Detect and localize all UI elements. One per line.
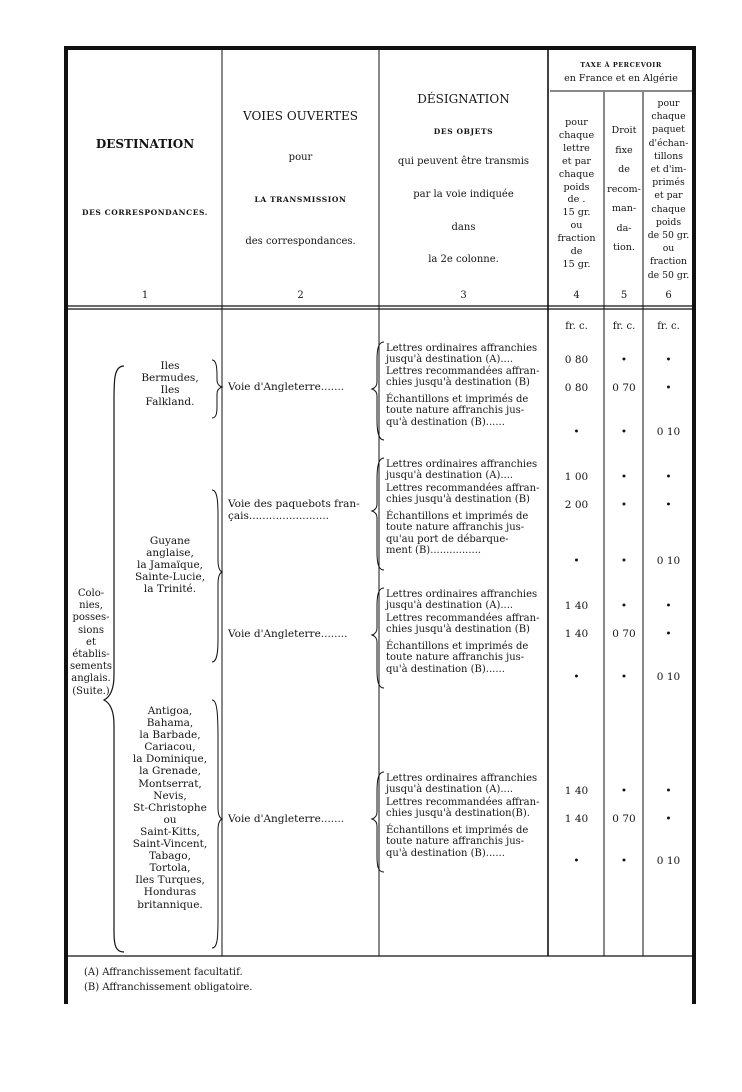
group2-destination: Guyane anglaise, la Jamaïque, Sainte-Lucie, la Trinité.: [134, 535, 206, 596]
unit-col6: fr. c.: [657, 321, 680, 332]
group2-b2-item3-c4: •: [573, 671, 580, 683]
group1-item3-c6: 0 10: [656, 426, 681, 438]
group2-b2-item1-c5: •: [620, 600, 628, 612]
region-label: Colo- nies, posses- sions et établis- sements anglais. (Suite.): [69, 588, 113, 697]
group3-item3-c4: •: [573, 855, 580, 867]
col6-header: pour chaque paquet d'échan- tillons et d'im- primés et par chaque poids de 50 gr. ou fraction de 50 gr.: [647, 98, 690, 281]
group2-b1-item2-c4: 2 00: [564, 499, 589, 511]
group3-item3-desc: Échantillons et imprimés de toute nature affranchis jus- qu'à destination (B)......: [386, 825, 529, 859]
col5-number: 5: [620, 290, 628, 301]
group1-item2-c6: •: [665, 382, 672, 394]
col2-title: VOIES OUVERTES: [242, 109, 358, 123]
col4-header: pour chaque lettre et par chaque poids de . 15 gr. ou fraction de 15 gr.: [557, 117, 596, 270]
group2-b2-item1-c4: 1 40: [564, 600, 589, 612]
group2-b2-item2-c4: 1 40: [564, 628, 589, 640]
group2-b2-item1-c6: •: [665, 600, 672, 612]
group3-destination: Antigoa, Bahama, la Barbade, Cariacou, la Dominique, la Grenade, Montserrat, Nevis, St-Christophe ou Saint-Kitts, Saint-Vincent, Tabago, Tortola, Iles Turques, Honduras britannique.: [132, 705, 208, 911]
group2-b1-item3-c4: •: [573, 555, 580, 567]
group2-b1-item3-c6: 0 10: [656, 555, 681, 567]
group3-item2-c6: •: [665, 813, 672, 825]
group3-item1-c6: •: [665, 785, 672, 797]
group2-b1-item2-c5: •: [620, 499, 628, 511]
col6-number: 6: [665, 290, 672, 301]
col2-subtitle: des correspondances.: [245, 236, 356, 247]
col5-header: Droit fixe de recom- man- da- tion.: [607, 125, 641, 253]
col1-number: 1: [141, 290, 149, 301]
group2-b2-item1-desc: Lettres ordinaires affranchies jusqu'à destination (A)....: [386, 589, 538, 612]
group2-b2-item2-desc: Lettres recommandées affran- chies jusqu'à destination (B): [386, 613, 540, 636]
group3-item3-c6: 0 10: [656, 855, 681, 867]
group1-item1-c4: 0 80: [564, 354, 589, 366]
col1-title: DESTINATION: [95, 137, 195, 151]
group1-item2-c5: 0 70: [612, 382, 636, 394]
col2-number: 2: [297, 290, 304, 301]
group3-item1-desc: Lettres ordinaires affranchies jusqu'à destination (A)....: [386, 773, 538, 796]
group1-item1-c6: •: [665, 354, 672, 366]
group2-b1-item3-desc: Échantillons et imprimés de toute nature affranchis jus- qu'au port de débarque- ment (B)................: [386, 511, 529, 557]
group2-b2-item3-c6: 0 10: [656, 671, 681, 683]
col3-line3: dans: [451, 222, 476, 233]
col2-pour: pour: [288, 152, 313, 163]
taxe-subtitle: en France et en Algérie: [564, 73, 678, 84]
group1-item3-c4: •: [573, 426, 580, 438]
taxe-title: TAXE À PERCEVOIR: [580, 61, 662, 69]
group3-item3-c5: •: [620, 855, 628, 867]
group1-destination: Iles Bermudes, Iles Falkland.: [141, 360, 199, 409]
group3-route: Voie d'Angleterre.......: [228, 813, 345, 825]
group1-item3-desc: Échantillons et imprimés de toute nature affranchis jus- qu'à destination (B)......: [386, 394, 529, 428]
group2-b1-item2-desc: Lettres recommandées affran- chies jusqu'à destination (B): [386, 483, 540, 506]
group2-route2: Voie d'Angleterre........: [228, 628, 348, 640]
footnote-b: (B) Affranchissement obligatoire.: [84, 982, 253, 993]
group2-b1-item1-c4: 1 00: [564, 471, 589, 483]
col3-line4: la 2e colonne.: [428, 254, 499, 265]
group1-item2-c4: 0 80: [564, 382, 589, 394]
group2-b1-item1-c5: •: [620, 471, 628, 483]
col3-number: 3: [460, 290, 467, 301]
group3-item1-c4: 1 40: [564, 785, 589, 797]
group2-route1: Voie des paquebots fran- çais........................: [228, 498, 360, 522]
unit-col4: fr. c.: [565, 321, 588, 332]
footnote-a: (A) Affranchissement facultatif.: [84, 967, 243, 978]
group2-b1-item2-c6: •: [665, 499, 672, 511]
group3-item2-desc: Lettres recommandées affran- chies jusqu'à destination(B).: [386, 797, 540, 820]
group1-route: Voie d'Angleterre.......: [228, 381, 345, 393]
group2-b2-item3-desc: Échantillons et imprimés de toute nature affranchis jus- qu'à destination (B)......: [386, 641, 529, 675]
unit-col5: fr. c.: [612, 321, 636, 332]
group2-b1-item1-desc: Lettres ordinaires affranchies jusqu'à destination (A)....: [386, 459, 538, 482]
col3-line2: par la voie indiquée: [413, 189, 514, 200]
col4-number: 4: [573, 290, 580, 301]
group2-b1-item3-c5: •: [620, 555, 628, 567]
group1-item1-desc: Lettres ordinaires affranchies jusqu'à destination (A)....: [386, 343, 538, 366]
group3-item2-c4: 1 40: [564, 813, 589, 825]
group3-item2-c5: 0 70: [612, 813, 636, 825]
group1-item2-desc: Lettres recommandées affran- chies jusqu'à destination (B): [386, 366, 540, 389]
group1-item1-c5: •: [620, 354, 628, 366]
group1-item3-c5: •: [620, 426, 628, 438]
col3-title: DÉSIGNATION: [417, 92, 510, 106]
group2-b1-item1-c6: •: [665, 471, 672, 483]
group2-b2-item3-c5: •: [620, 671, 628, 683]
col2-subtitle-sc: LA TRANSMISSION: [254, 195, 347, 204]
col3-line1: qui peuvent être transmis: [397, 156, 530, 167]
col1-subtitle: DES CORRESPONDANCES.: [81, 208, 208, 217]
col3-subtitle-sc: DES OBJETS: [433, 127, 494, 136]
group2-b2-item2-c6: •: [665, 628, 672, 640]
group2-b2-item2-c5: 0 70: [612, 628, 636, 640]
group3-item1-c5: •: [620, 785, 628, 797]
